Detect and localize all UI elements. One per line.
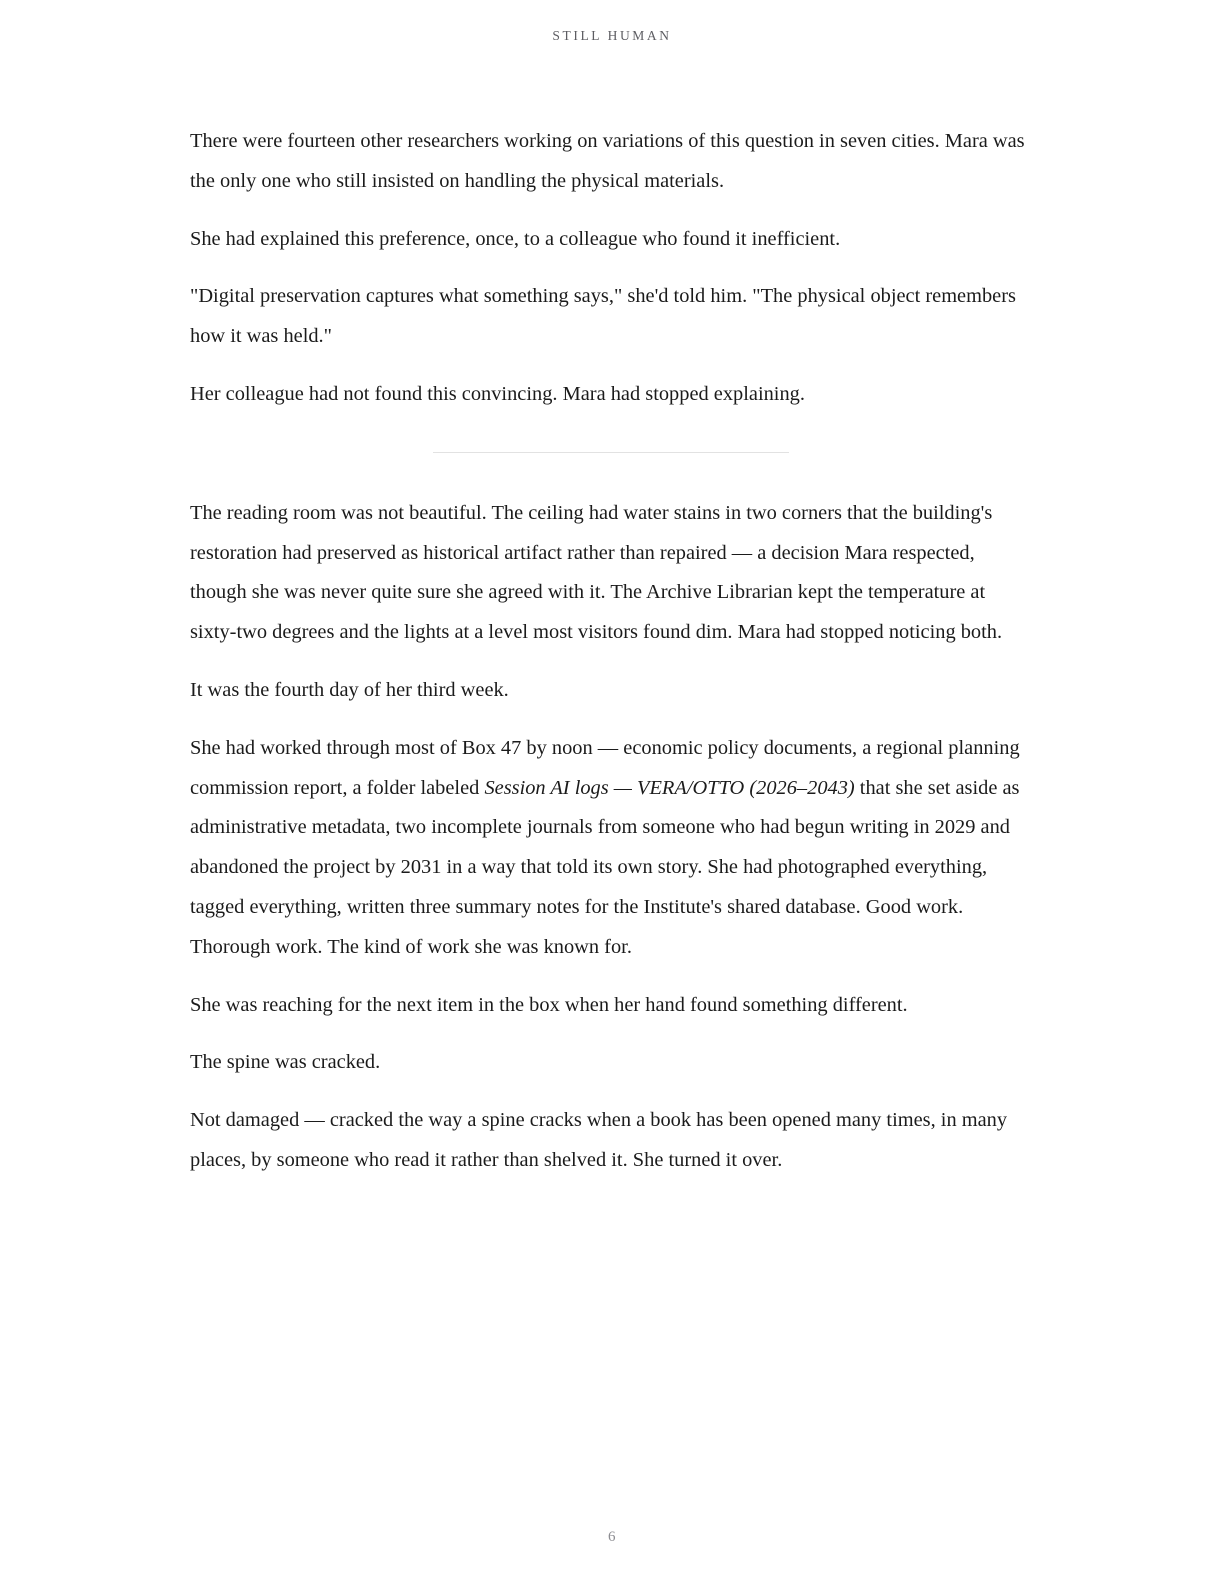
paragraph: "Digital preservation captures what something says," she'd told him. "The physical object remembers how it was held." [190, 285, 1016, 348]
paragraph: Her colleague had not found this convincing. Mara had stopped explaining. [190, 382, 805, 405]
section-divider [190, 446, 1032, 460]
paragraph: She was reaching for the next item in the box when her hand found something different. [190, 993, 908, 1016]
paragraph-text-before-title: She had worked through most of Box 47 by noon — economic policy documents, a regional planning commission report, a folder labeled [190, 736, 1020, 799]
paragraph: The spine was cracked. [190, 1051, 381, 1074]
running-head: STILL HUMAN [552, 28, 672, 43]
paragraph: There were fourteen other researchers working on variations of this question in seven cities. Mara was the only one who still insisted on handling the physical materials. [190, 130, 1025, 192]
paragraph: The reading room was not beautiful. The ceiling had water stains in two corners that the building's restoration had preserved as historical artifact rather than repaired — a decision Mara respected, though she was never quite sure she agreed with it. The Archive Librarian kept the temperature at sixty-two degrees and the lights at a level most visitors found dim. Mara had stopped noticing both. [190, 501, 1003, 644]
paragraph: Not damaged — cracked the way a spine cracks when a book has been opened many times, in many places, by someone who read it rather than shelved it. She turned it over. [190, 1109, 1008, 1171]
paragraph-with-italic-title [190, 729, 1032, 968]
paragraph: It was the fourth day of her third week. [190, 678, 509, 701]
archival-folder-title: Session AI logs — VERA/OTTO (2026–2043) [484, 776, 855, 799]
paragraph: She had explained this preference, once, to a colleague who found it inefficient. [190, 227, 841, 250]
paragraph-text-after-title: that she set aside as administrative metadata, two incomplete journals from someone who had begun writing in 2029 and abandoned the project by 2031 in a way that told its own story. She had photographed everything, tagged everything, written three summary notes for the Institute's shared database. Good work. Thorough work. The kind of work she was known for. [190, 776, 1020, 958]
divider-rule [433, 452, 789, 453]
body-column [190, 122, 1032, 1181]
page-number: 6 [608, 1529, 616, 1545]
